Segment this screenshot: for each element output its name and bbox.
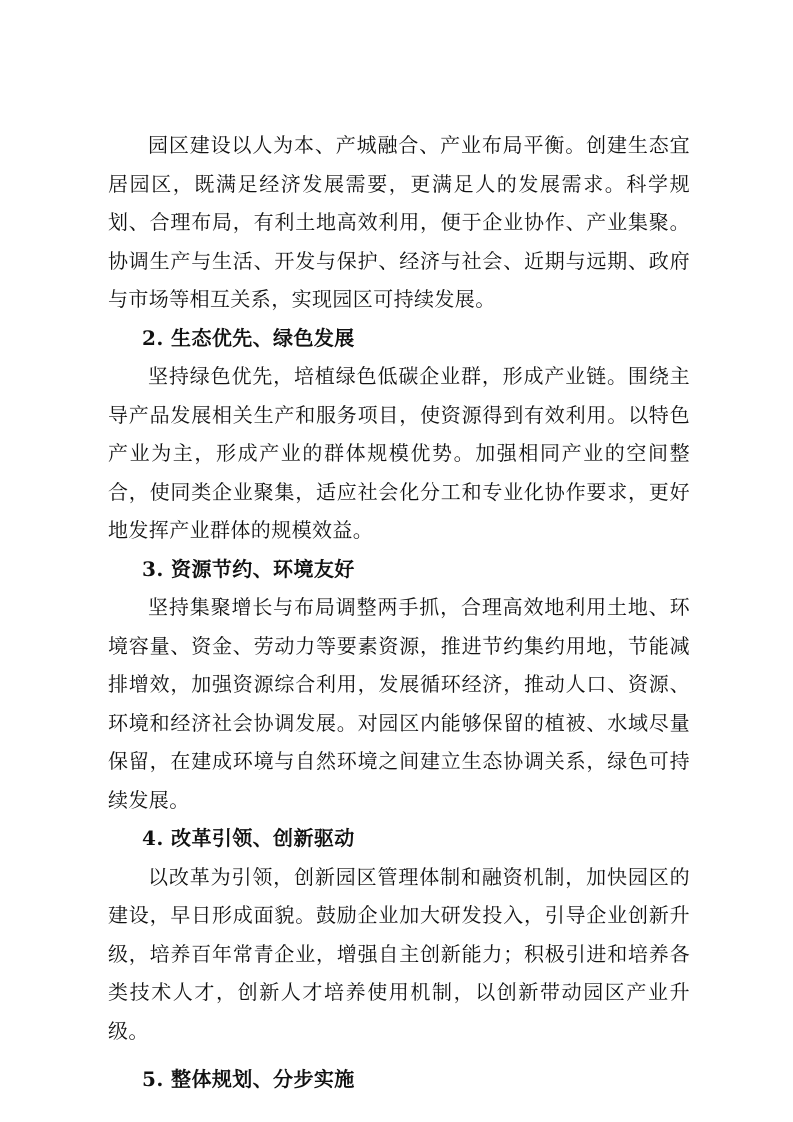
- paragraph-resource-saving: 坚持集聚增长与布局调整两手抓，合理高效地利用土地、环境容量、资金、劳动力等要素资源，推进节约集约用地，节能减排增效，加强资源综合利用，发展循环经济，推动人口、资源、环境和经济社会协调发展。对园区内能够保留的植被、水域尽量保留，在建成环境与自然环境之间建立生态协调关系，绿色可持续发展。: [108, 595, 690, 812]
- heading-ecology-first: 2. 生态优先、绿色发展: [142, 325, 355, 350]
- heading-overall-planning: 5. 整体规划、分步实施: [142, 1067, 355, 1091]
- paragraph-people-oriented: 园区建设以人为本、产城融合、产业布局平衡。创建生态宜居园区，既满足经济发展需要，更满足人的发展需求。科学规划、合理布局，有利土地高效利用，便于企业协作、产业集聚。协调生产与生活、开发与保护、经济与社会、近期与远期、政府与市场等相互关系，实现园区可持续发展。: [108, 133, 690, 311]
- heading-resource-saving: 3. 资源节约、环境友好: [142, 556, 355, 581]
- paragraph-ecology-first: 坚持绿色优先，培植绿色低碳企业群，形成产业链。围绕主导产品发展相关生产和服务项目，使资源得到有效利用。以特色产业为主，形成产业的群体规模优势。加强相同产业的空间整合，使同类企业聚集，适应社会化分工和专业化协作要求，更好地发挥产业群体的规模效益。: [108, 364, 690, 542]
- paragraph-reform-innovation: 以改革为引领，创新园区管理体制和融资机制，加快园区的建设，早日形成面貌。鼓励企业加大研发投入，引导企业创新升级，培养百年常青企业，增强自主创新能力；积极引进和培养各类技术人才，创新人才培养使用机制，以创新带动园区产业升级。: [108, 864, 690, 1043]
- document-page: [108, 126, 690, 1099]
- heading-reform-innovation: 4. 改革引领、创新驱动: [142, 826, 355, 850]
